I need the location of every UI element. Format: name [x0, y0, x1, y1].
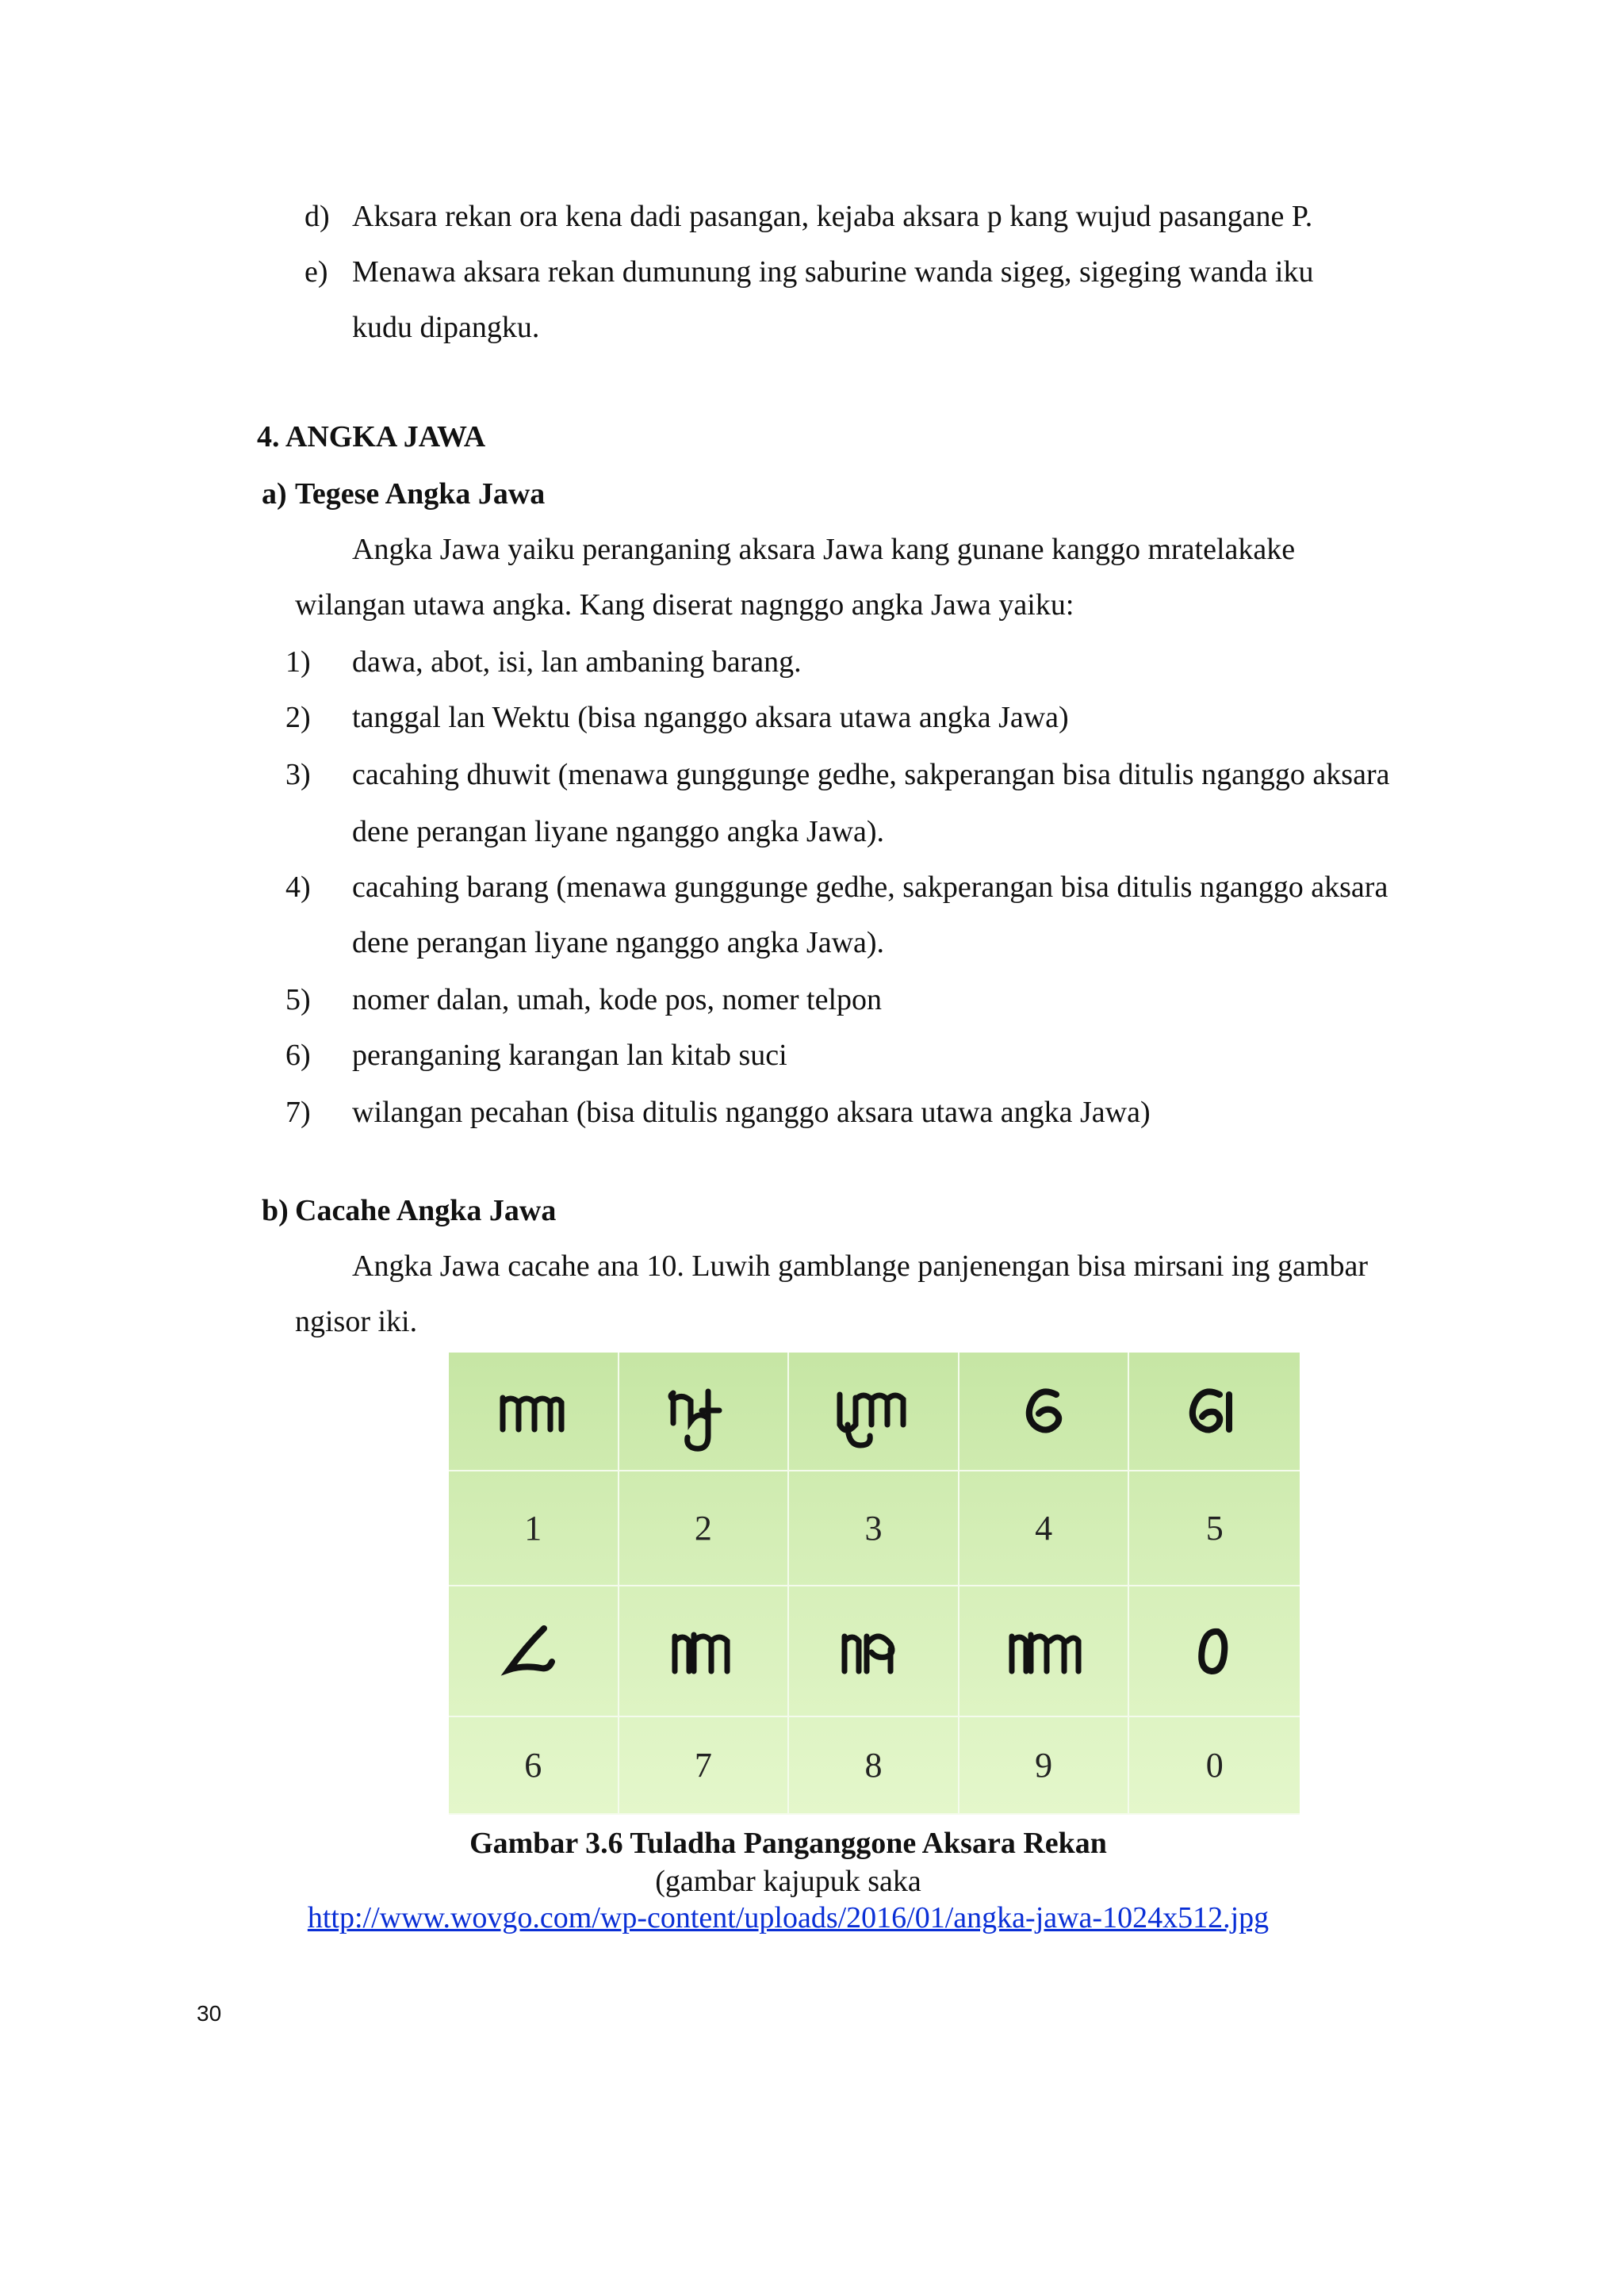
item-d-text: Aksara rekan ora kena dadi pasangan, kejaba aksara p kang wujud pasangane P. [352, 200, 1313, 233]
paragraph-a-line2: wilangan utawa angka. Kang diserat nagnggo angka Jawa yaiku: [295, 588, 1074, 622]
list-item-4-continuation: dene perangan liyane nganggo angka Jawa). [352, 926, 885, 959]
list-marker-4: 4) [285, 871, 311, 904]
javanese-numeral-2-icon [619, 1353, 790, 1471]
javanese-numeral-1-icon [449, 1353, 619, 1471]
list-item-6: peranganing karangan lan kitab suci [352, 1039, 787, 1072]
subheading-b-marker: b) [262, 1194, 289, 1227]
list-marker-2: 2) [285, 701, 311, 734]
page-number: 30 [197, 2001, 222, 2026]
paragraph-b-line2: ngisor iki. [295, 1305, 418, 1338]
paragraph-a-line1: Angka Jawa yaiku peranganing aksara Jawa kang gunane kanggo mratelakake [352, 533, 1296, 566]
numeral-label-3: 3 [864, 1509, 883, 1548]
list-marker-3: 3) [285, 758, 311, 791]
section-heading: 4. ANGKA JAWA [257, 420, 486, 453]
javanese-numeral-5-icon [1129, 1353, 1300, 1471]
javanese-numeral-8-icon [789, 1586, 959, 1717]
list-item-3-continuation: dene perangan liyane nganggo angka Jawa). [352, 815, 885, 848]
paragraph-b-line1: Angka Jawa cacahe ana 10. Luwih gamblange panjenengan bisa mirsani ing gambar [352, 1249, 1368, 1283]
subheading-b-title: Cacahe Angka Jawa [295, 1194, 557, 1227]
list-marker-d: d) [304, 200, 330, 233]
figure-caption-source: (gambar kajupuk saka [655, 1865, 921, 1898]
list-marker-e: e) [304, 255, 328, 289]
list-marker-6: 6) [285, 1039, 311, 1072]
list-item-2: tanggal lan Wektu (bisa nganggo aksara utawa angka Jawa) [352, 701, 1069, 734]
figure-source-link[interactable]: http://www.wovgo.com/wp-content/uploads/2016/01/angka-jawa-1024x512.jpg [307, 1901, 1270, 1934]
list-item-1: dawa, abot, isi, lan ambaning barang. [352, 645, 802, 679]
numeral-label-4: 4 [1035, 1509, 1053, 1548]
list-marker-7: 7) [285, 1096, 311, 1129]
numeral-label-0: 0 [1205, 1746, 1224, 1785]
javanese-numeral-4-icon [959, 1353, 1130, 1471]
list-marker-1: 1) [285, 645, 311, 679]
numeral-label-1: 1 [524, 1509, 542, 1548]
numeral-label-5: 5 [1205, 1509, 1224, 1548]
list-item-3: cacahing dhuwit (menawa gunggunge gedhe, sakperangan bisa ditulis nganggo aksara [352, 758, 1390, 791]
javanese-numeral-0-icon [1129, 1586, 1300, 1717]
javanese-numeral-7-icon [619, 1586, 790, 1717]
javanese-numeral-9-icon [959, 1586, 1130, 1717]
list-item-7: wilangan pecahan (bisa ditulis nganggo aksara utawa angka Jawa) [352, 1096, 1151, 1129]
list-item-5: nomer dalan, umah, kode pos, nomer telpon [352, 983, 883, 1016]
list-item-4: cacahing barang (menawa gunggunge gedhe, sakperangan bisa ditulis nganggo aksara [352, 871, 1388, 904]
javanese-numeral-3-icon [789, 1353, 959, 1471]
item-e-continuation: kudu dipangku. [352, 311, 540, 344]
numeral-label-8: 8 [864, 1746, 883, 1785]
numeral-label-2: 2 [694, 1509, 712, 1548]
javanese-numeral-6-icon [449, 1586, 619, 1717]
numeral-label-9: 9 [1035, 1746, 1053, 1785]
numeral-label-6: 6 [524, 1746, 542, 1785]
javanese-numerals-figure [449, 1353, 1300, 1815]
figure-caption-title: Gambar 3.6 Tuladha Panganggone Aksara Rekan [469, 1827, 1107, 1860]
numeral-label-7: 7 [694, 1746, 712, 1785]
list-marker-5: 5) [285, 983, 311, 1016]
subheading-a-marker: a) [262, 477, 287, 511]
subheading-a-title: Tegese Angka Jawa [295, 477, 546, 511]
item-e-text: Menawa aksara rekan dumunung ing saburine wanda sigeg, sigeging wanda iku [352, 255, 1314, 289]
